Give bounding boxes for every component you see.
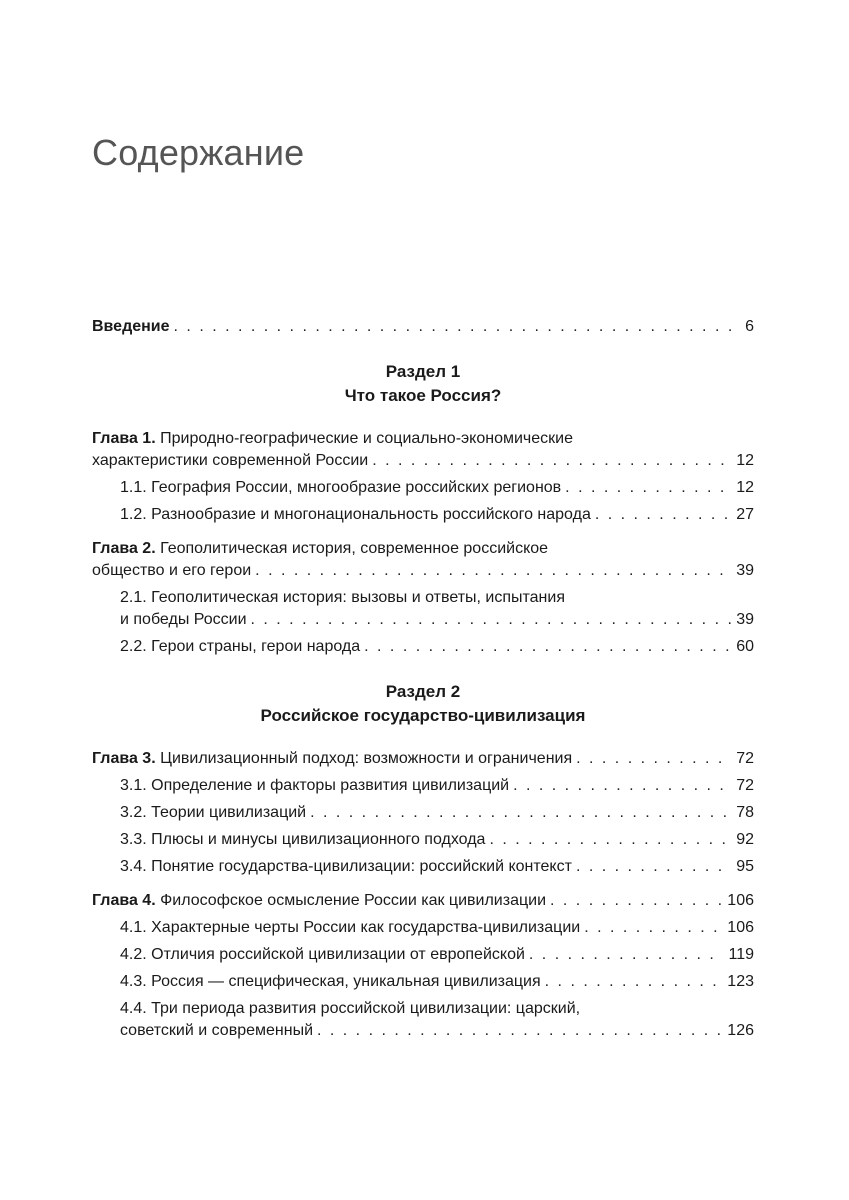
- page-number: 39: [736, 562, 754, 579]
- subsections-chapter-4: [92, 917, 754, 1042]
- page-number: 95: [736, 858, 754, 875]
- dot-leader: [545, 971, 723, 993]
- toc-subsection-1-1[interactable]: [120, 477, 754, 499]
- chapter-last-line: [92, 450, 754, 472]
- subsections-chapter-3: [92, 775, 754, 878]
- chapter-first-line: [92, 538, 754, 560]
- section-title: Что такое Россия?: [344, 386, 502, 405]
- subsection-title: 4.1. Характерные черты России как государства-цивилизации: [120, 919, 581, 936]
- table-of-contents: [92, 316, 754, 1042]
- subsections-chapter-2: [92, 587, 754, 658]
- chapter-label: Глава 4.: [92, 892, 156, 909]
- subsection-title: 3.3. Плюсы и минусы цивилизационного подхода: [120, 831, 486, 848]
- page-number: 6: [745, 318, 754, 335]
- toc-subsection-4-3[interactable]: [120, 971, 754, 993]
- chapter-line: [92, 890, 754, 912]
- chapter-label: Глава 2.: [92, 540, 156, 557]
- dot-leader: [513, 775, 731, 797]
- toc-subsection-2-2[interactable]: [120, 636, 754, 658]
- chapter-title-line1: Природно-географические и социально-экономические: [160, 430, 573, 447]
- page-number: 72: [736, 777, 754, 794]
- page-number: 92: [736, 831, 754, 848]
- toc-chapter-3[interactable]: [92, 748, 754, 770]
- dot-leader: [576, 748, 731, 770]
- intro-label: Введение: [92, 318, 170, 335]
- subsections-chapter-1: [92, 477, 754, 526]
- section-heading-2: [92, 680, 754, 728]
- section-heading-1: [92, 360, 754, 408]
- page-number: 60: [736, 638, 754, 655]
- toc-subsection-4-1[interactable]: [120, 917, 754, 939]
- dot-leader: [529, 944, 724, 966]
- section-title: Российское государство-цивилизация: [260, 706, 586, 725]
- dot-leader: [251, 609, 732, 631]
- subsection-title: 3.1. Определение и факторы развития цивилизаций: [120, 777, 510, 794]
- toc-chapter-1[interactable]: [92, 428, 754, 472]
- chapter-title-line2: характеристики современной России: [92, 452, 369, 469]
- subsection-title: 4.3. Россия — специфическая, уникальная цивилизация: [120, 973, 541, 990]
- page-number: 106: [727, 919, 754, 936]
- subsection-title: 2.2. Герои страны, герои народа: [120, 638, 361, 655]
- dot-leader: [584, 917, 722, 939]
- page-number: 119: [728, 946, 754, 963]
- chapter-title-line2: общество и его герои: [92, 562, 252, 579]
- subsection-title: и победы России: [120, 611, 247, 628]
- chapter-last-line: [92, 560, 754, 582]
- toc-subsection-3-3[interactable]: [120, 829, 754, 851]
- page-number: 72: [736, 750, 754, 767]
- page-number: 12: [736, 479, 754, 496]
- dot-leader: [364, 636, 731, 658]
- section-number: Раздел 1: [385, 362, 461, 381]
- chapter-first-line: [92, 428, 754, 450]
- subsection-title: 1.2. Разнообразие и многонациональность российского народа: [120, 506, 591, 523]
- section-number: Раздел 2: [385, 682, 461, 701]
- toc-subsection-3-1[interactable]: [120, 775, 754, 797]
- chapter-label: Глава 3.: [92, 750, 156, 767]
- dot-leader: [372, 450, 731, 472]
- page-number: 12: [736, 452, 754, 469]
- chapter-label: Глава 1.: [92, 430, 156, 447]
- toc-subsection-3-2[interactable]: [120, 802, 754, 824]
- dot-leader: [174, 316, 741, 338]
- page-number: 126: [727, 1022, 754, 1039]
- dot-leader: [576, 856, 731, 878]
- toc-chapter-2[interactable]: [92, 538, 754, 582]
- dot-leader: [255, 560, 731, 582]
- subsection-title: советский и современный: [120, 1022, 313, 1039]
- chapter-title: Цивилизационный подход: возможности и ограничения: [160, 750, 573, 767]
- dot-leader: [595, 504, 731, 526]
- toc-chapter-4[interactable]: [92, 890, 754, 912]
- toc-subsection-4-2[interactable]: [120, 944, 754, 966]
- chapter-title: Философское осмысление России как цивилизации: [160, 892, 547, 909]
- toc-subsection-2-1[interactable]: [120, 587, 754, 631]
- dot-leader: [310, 802, 731, 824]
- dot-leader: [489, 829, 731, 851]
- chapter-line: [92, 748, 754, 770]
- subsection-title: 3.4. Понятие государства-цивилизации: российский контекст: [120, 858, 572, 875]
- subsection-title: 3.2. Теории цивилизаций: [120, 804, 307, 821]
- page-number: 27: [736, 506, 754, 523]
- page-number: 78: [736, 804, 754, 821]
- page-number: 39: [736, 611, 754, 628]
- toc-subsection-3-4[interactable]: [120, 856, 754, 878]
- dot-leader: [550, 890, 722, 912]
- toc-subsection-1-2[interactable]: [120, 504, 754, 526]
- page-number: 106: [727, 892, 754, 909]
- chapter-title-line1: Геополитическая история, современное российское: [160, 540, 549, 557]
- subsection-title-line1: 4.4. Три периода развития российской цивилизации: царский,: [120, 1000, 581, 1017]
- dot-leader: [317, 1020, 722, 1042]
- subsection-title: 4.2. Отличия российской цивилизации от европейской: [120, 946, 525, 963]
- page-title: Содержание: [92, 132, 305, 173]
- subsection-title-line1: 2.1. Геополитическая история: вызовы и ответы, испытания: [120, 589, 565, 606]
- toc-entry-intro[interactable]: [92, 316, 754, 338]
- subsection-title: 1.1. География России, многообразие российских регионов: [120, 479, 562, 496]
- dot-leader: [565, 477, 731, 499]
- toc-subsection-4-4[interactable]: [120, 998, 754, 1042]
- page-number: 123: [727, 973, 754, 990]
